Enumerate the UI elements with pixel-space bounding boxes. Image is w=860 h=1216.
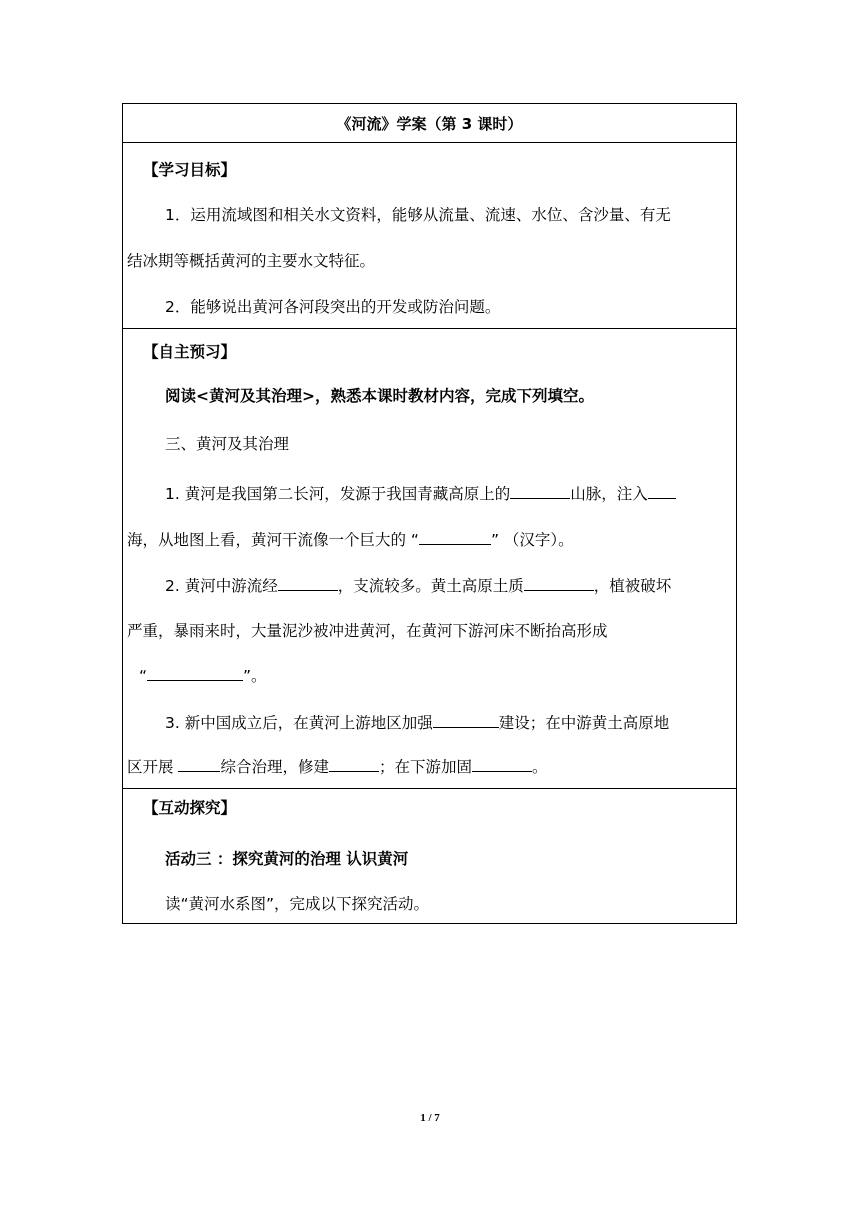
goal-item-2: 2．能够说出黄河各河段突出的开发或防治问题。 xyxy=(165,298,501,316)
page-number: 1 / 7 xyxy=(420,1112,440,1124)
page-title: 《河流》学案（第 3 课时） xyxy=(123,104,736,143)
q2-text-c: ，植被破坏 xyxy=(593,577,672,595)
explore-heading: 【互动探究】 xyxy=(143,799,237,817)
interactive-section xyxy=(123,789,736,923)
preview-heading: 【自主预习】 xyxy=(143,343,237,361)
q2-text-e: ”。 xyxy=(243,667,267,685)
q3-text-d: 综合治理，修建 xyxy=(220,758,329,776)
answer-blank-build[interactable] xyxy=(329,756,379,772)
q3-text-c: 区开展 xyxy=(127,758,179,776)
goals-heading: 【学习目标】 xyxy=(143,161,237,179)
answer-blank-river-type[interactable] xyxy=(147,665,243,681)
worksheet-table xyxy=(122,103,737,924)
question-3-line-2 xyxy=(123,755,547,777)
q2-text-a: 2. 黄河中游流经 xyxy=(165,577,278,595)
learning-goals-section xyxy=(123,143,736,329)
q1-text-a: 1. 黄河是我国第二长河，发源于我国青藏高原上的 xyxy=(165,485,511,503)
question-1-line-1 xyxy=(123,482,676,504)
self-study-section xyxy=(123,329,736,789)
question-2-line-3 xyxy=(123,664,267,686)
answer-blank-downstream[interactable] xyxy=(472,756,532,772)
q3-text-a: 3. 新中国成立后，在黄河上游地区加强 xyxy=(165,714,433,732)
answer-blank-upstream[interactable] xyxy=(433,712,499,728)
q1-text-b: 山脉，注入 xyxy=(570,485,648,503)
preview-instruction: 阅读<黄河及其治理>，熟悉本课时教材内容，完成下列填空。 xyxy=(165,387,594,405)
activity-title: 活动三 ：探究黄河的治理 认识黄河 xyxy=(165,850,409,868)
answer-blank-mountain[interactable] xyxy=(510,483,570,499)
question-2-line-1 xyxy=(123,574,671,596)
answer-blank-shape[interactable] xyxy=(419,529,491,545)
q1-text-c: 海，从地图上看，黄河干流像一个巨大的 “ xyxy=(127,531,419,549)
q2-text-b: ，支流较多。黄土高原土质 xyxy=(337,577,524,595)
question-2-line-2: 严重，暴雨来时，大量泥沙被冲进黄河，在黄河下游河床不断抬高形成 xyxy=(127,622,608,640)
q3-text-f: 。 xyxy=(531,758,548,776)
preview-subtitle: 三、黄河及其治理 xyxy=(165,435,290,453)
answer-blank-sea[interactable] xyxy=(648,483,676,499)
answer-blank-midstream[interactable] xyxy=(178,756,220,772)
q3-text-e: ；在下游加固 xyxy=(378,758,472,776)
answer-blank-region[interactable] xyxy=(278,575,338,591)
answer-blank-soil[interactable] xyxy=(524,575,594,591)
goal-item-1a: 1．运用流域图和相关水文资料，能够从流量、流速、水位、含沙量、有无 xyxy=(165,206,671,224)
q1-text-d: ” （汉字）。 xyxy=(490,531,574,549)
question-1-line-2 xyxy=(123,528,574,550)
q2-text-d: “ xyxy=(139,667,148,685)
question-3-line-1 xyxy=(123,711,669,733)
goal-item-1b: 结冰期等概括黄河的主要水文特征。 xyxy=(127,252,376,270)
activity-instruction: 读“黄河水系图”，完成以下探究活动。 xyxy=(165,895,430,913)
q3-text-b: 建设；在中游黄土高原地 xyxy=(498,714,670,732)
